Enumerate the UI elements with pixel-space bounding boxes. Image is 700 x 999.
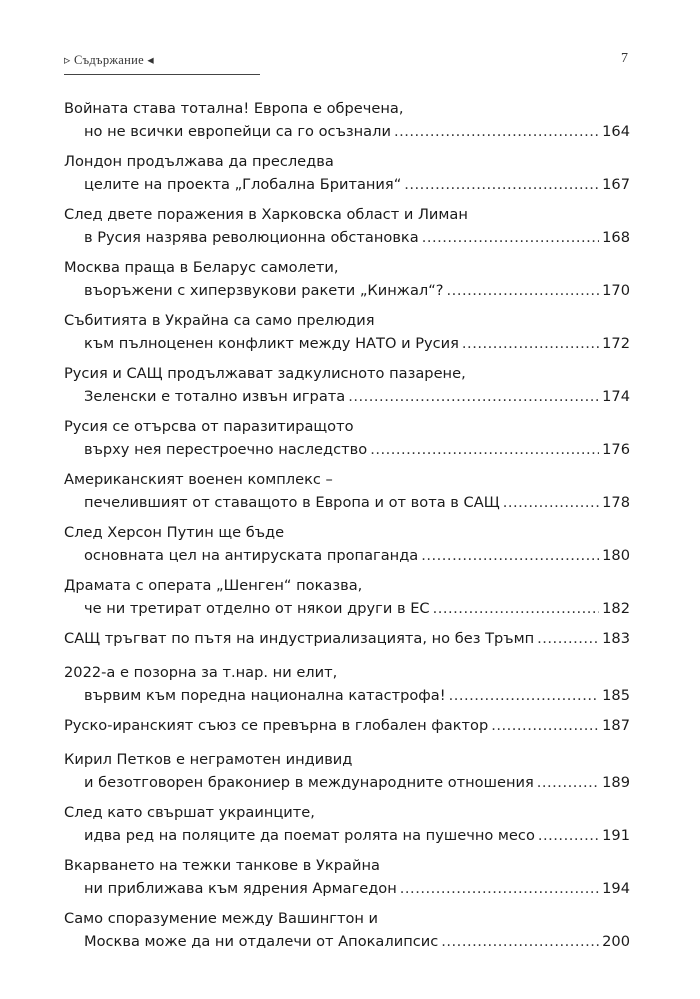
toc-entry[interactable] <box>64 521 630 574</box>
dot-leader <box>462 332 599 355</box>
toc-entry[interactable] <box>64 661 630 714</box>
toc-entry[interactable] <box>64 150 630 203</box>
entry-title-line1: Вкарването на тежки танкове в Украйна <box>64 857 380 874</box>
entry-title-line2: ни приближава към ядрения Армагедон <box>84 880 397 897</box>
dot-leader <box>422 226 599 249</box>
entry-page-number: 172 <box>602 335 630 352</box>
entry-title-line1: След Херсон Путин ще бъде <box>64 524 285 541</box>
toc-entry[interactable] <box>64 574 630 627</box>
toc-entry[interactable] <box>64 627 630 661</box>
entry-title-line1: Москва праща в Беларус самолети, <box>64 259 339 276</box>
entry-title-line1: След като свършат украинците, <box>64 804 315 821</box>
toc-entry[interactable] <box>64 203 630 256</box>
toc-entry[interactable] <box>64 256 630 309</box>
dot-leader <box>503 491 599 514</box>
dot-leader <box>537 771 599 794</box>
dot-leader <box>491 714 599 737</box>
entry-title-line1: Войната става тотална! Европа е обречена, <box>64 100 404 117</box>
toc-entry[interactable] <box>64 415 630 468</box>
toc-entry[interactable] <box>64 801 630 854</box>
dot-leader <box>421 544 599 567</box>
entry-title-line2: целите на проекта „Глобална Британия“ <box>84 176 402 193</box>
dot-leader <box>447 279 600 302</box>
entry-title-line1: Русия и САЩ продължават задкулисното пазарене, <box>64 365 466 382</box>
entry-title-line1: Само споразумение между Вашингтон и <box>64 910 379 927</box>
entry-title-line1: Русия се отърсва от паразитиращото <box>64 418 354 435</box>
entry-title-line2: Зеленски е тотално извън играта <box>84 388 346 405</box>
dot-leader <box>404 173 599 196</box>
entry-page-number: 167 <box>602 176 630 193</box>
dot-leader <box>394 120 599 143</box>
dot-leader <box>433 597 600 620</box>
dot-leader <box>449 684 600 707</box>
entry-title-line2: основната цел на антируската пропаганда <box>84 547 419 564</box>
dot-leader <box>400 877 599 900</box>
entry-title-line1: Лондон продължава да преследва <box>64 153 334 170</box>
dot-leader <box>348 385 599 408</box>
entry-page-number: 180 <box>602 547 630 564</box>
page-number: 7 <box>621 51 628 66</box>
entry-page-number: 178 <box>602 494 630 511</box>
entry-title-line1: 2022-а е позорна за т.нар. ни елит, <box>64 664 338 681</box>
entry-title-line2: печелившият от ставащото в Европа и от вота в САЩ <box>84 494 500 511</box>
toc-entry[interactable] <box>64 309 630 362</box>
entry-page-number: 187 <box>602 717 630 734</box>
entry-title-line1: Драмата с операта „Шенген“ показва, <box>64 577 363 594</box>
entry-page-number: 182 <box>602 600 630 617</box>
entry-page-number: 164 <box>602 123 630 140</box>
dot-leader <box>537 627 599 650</box>
page-header <box>64 52 630 76</box>
table-of-contents <box>64 97 630 960</box>
entry-title-line1: След двете поражения в Харковска област и Лиман <box>64 206 468 223</box>
toc-entry[interactable] <box>64 714 630 748</box>
toc-entry[interactable] <box>64 748 630 801</box>
entry-title-line2: и безотговорен бракониер в международните отношения <box>84 774 534 791</box>
entry-page-number: 176 <box>602 441 630 458</box>
toc-entry[interactable] <box>64 468 630 521</box>
entry-page-number: 170 <box>602 282 630 299</box>
entry-title-line2: идва ред на поляците да поемат ролята на пушечно месо <box>84 827 535 844</box>
header-rule <box>64 74 260 75</box>
entry-page-number: 194 <box>602 880 630 897</box>
toc-entry[interactable] <box>64 97 630 150</box>
toc-entry[interactable] <box>64 854 630 907</box>
entry-title-line2: към пълноценен конфликт между НАТО и Русия <box>84 335 459 352</box>
entry-title-line2: Москва може да ни отдалечи от Апокалипсис <box>84 933 439 950</box>
entry-title-line2: въоръжени с хиперзвукови ракети „Кинжал“? <box>84 282 444 299</box>
dot-leader <box>441 930 599 953</box>
entry-title-line2: върху нея перестроечно наследство <box>84 441 368 458</box>
entry-page-number: 200 <box>602 933 630 950</box>
toc-entry[interactable] <box>64 362 630 415</box>
entry-page-number: 183 <box>602 630 630 647</box>
entry-title-line2: в Русия назрява революционна обстановка <box>84 229 419 246</box>
toc-entry[interactable] <box>64 907 630 960</box>
entry-title-line1: Събитията в Украйна са само прелюдия <box>64 312 375 329</box>
dot-leader <box>370 438 599 461</box>
entry-title-line1: Американският военен комплекс – <box>64 471 333 488</box>
entry-title-line2: но не всички европейци са го осъзнали <box>84 123 391 140</box>
running-title: ▹ Съдържание ◂ <box>64 53 154 67</box>
entry-page-number: 191 <box>602 827 630 844</box>
entry-page-number: 189 <box>602 774 630 791</box>
entry-title: Руско-иранският съюз се превърна в глобален фактор <box>64 717 489 734</box>
entry-title: САЩ тръгват по пътя на индустриализацията, но без Тръмп <box>64 630 535 647</box>
entry-page-number: 168 <box>602 229 630 246</box>
entry-title-line2: че ни третират отделно от някои други в ЕС <box>84 600 430 617</box>
entry-page-number: 185 <box>602 687 630 704</box>
dot-leader <box>538 824 599 847</box>
entry-title-line1: Кирил Петков е неграмотен индивид <box>64 751 353 768</box>
entry-title-line2: вървим към поредна национална катастрофа! <box>84 687 446 704</box>
entry-page-number: 174 <box>602 388 630 405</box>
